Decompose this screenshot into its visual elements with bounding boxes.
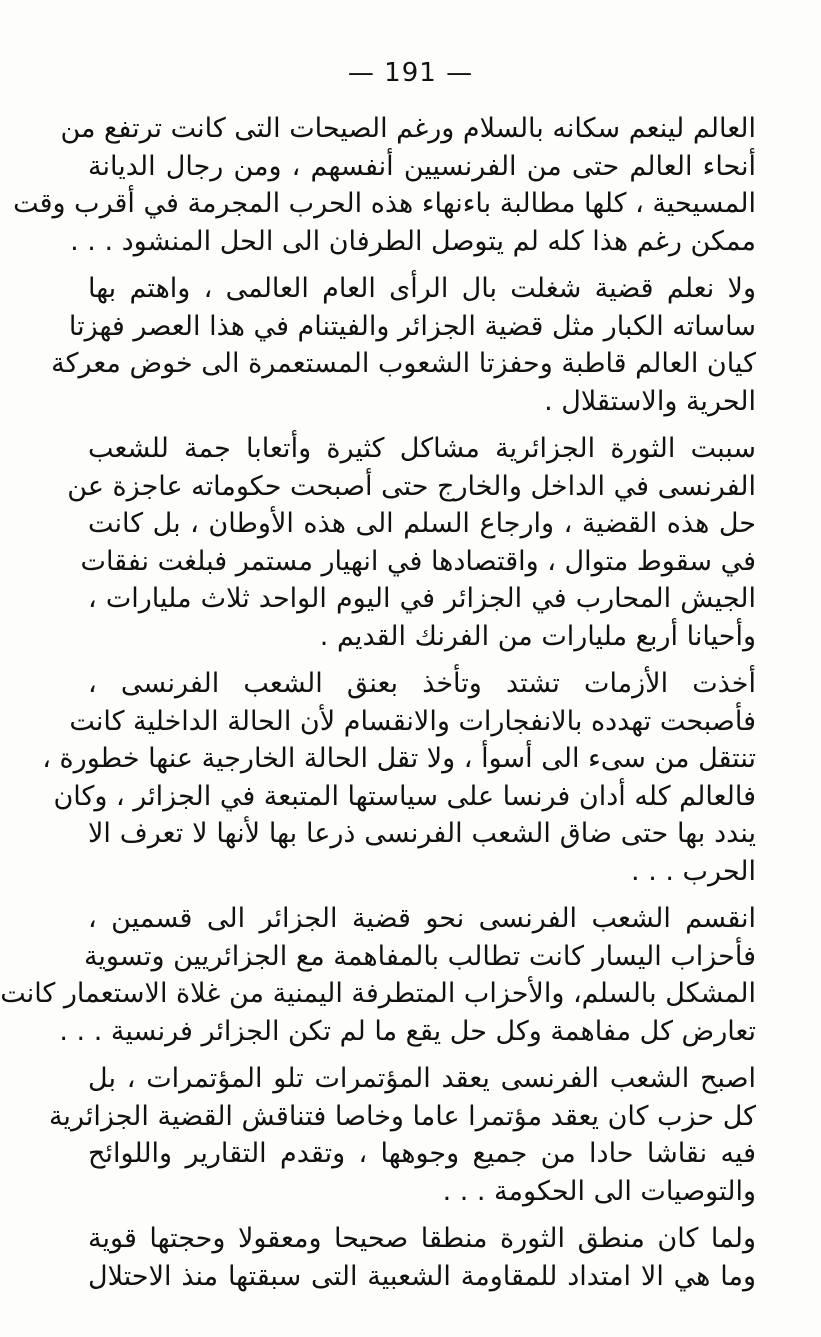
paragraph-3 — [67, 430, 756, 655]
text-line: ساساته الكبار مثل قضية الجزائر والفيتنام في هذا العصر فهزتا — [68, 310, 756, 342]
text-line: في سقوط متوال ، واقتصادها في انهيار مستمر فبلغت نفقات — [80, 545, 756, 577]
paragraph-5 — [0, 900, 756, 1050]
page-number: — 191 — — [347, 58, 474, 88]
text-line: ولما كان منطق الثورة منطقا صحيحا ومعقولا وحجتها قوية — [88, 1223, 756, 1254]
text-line: فالعالم كله أدان فرنسا على سياستها المتبعة في الجزائر ، وكان — [53, 780, 756, 812]
text-line: فيه نقاشا حادا من جميع وجوهها ، وتقدم التقارير واللوائح — [88, 1138, 756, 1169]
text-line: تعارض كل مفاهمة وكل حل يقع ما لم تكن الجزائر فرنسية . . . — [59, 1015, 756, 1047]
text-line: وأحيانا أربع مليارات من الفرنك القديم . — [319, 620, 756, 652]
text-line: أنحاء العالم حتى من الفرنسيين أنفسهم ، ومن رجال الديانة — [88, 150, 756, 182]
text-line: كل حزب كان يعقد مؤتمرا عاما وخاصا فتناقش القضية الجزائرية — [48, 1100, 756, 1132]
paragraph-7 — [88, 1220, 756, 1295]
text-line: انقسم الشعب الفرنسى نحو قضية الجزائر الى قسمين ، — [88, 903, 756, 934]
text-line: فأصبحت تهدده بالانفجارات والانقسام لأن الحالة الداخلية كانت — [69, 705, 756, 737]
text-line: ممكن رغم هذا كله لم يتوصل الطرفان الى الحل المنشود . . . — [70, 225, 756, 257]
text-line: الفرنسى في الداخل والخارج حتى أصبحت حكوماته عاجزة عن — [67, 470, 756, 502]
text-line: كيان العالم قاطبة وحفزتا الشعوب المستعمرة الى خوض معركة — [51, 348, 756, 379]
text-line: المسيحية ، كلها مطالبة باءنهاء هذه الحرب المجرمة في أقرب وقت — [13, 188, 756, 219]
text-line: العالم لينعم سكانه بالسلام ورغم الصيحات التى كانت ترتفع من — [60, 113, 756, 144]
text-line: أخذت الأزمات تشتد وتأخذ بعنق الشعب الفرنسى ، — [88, 668, 756, 699]
body-text — [0, 110, 756, 1305]
text-line: الحرب . . . — [631, 855, 756, 887]
paragraph-1 — [13, 110, 756, 260]
text-line: والتوصيات الى الحكومة . . . — [442, 1175, 756, 1207]
paragraph-4 — [42, 665, 756, 890]
text-line: ولا نعلم قضية شغلت بال الرأى العام العالمى ، واهتم بها — [88, 273, 756, 304]
text-line: حل هذه القضية ، وارجاع السلم الى هذه الأوطان ، بل كانت — [88, 508, 756, 539]
text-line: الحرية والاستقلال . — [544, 385, 756, 417]
paragraph-2 — [51, 270, 756, 420]
paragraph-6 — [48, 1060, 756, 1210]
text-line: يندد بها حتى ضاق الشعب الفرنسى ذرعا بها لأنها لا تعرف الا — [88, 818, 756, 849]
text-line: فأحزاب اليسار كانت تطالب بالمفاهمة مع الجزائريين وتسوية — [83, 940, 756, 972]
text-line: اصبح الشعب الفرنسى يعقد المؤتمرات تلو المؤتمرات ، بل — [88, 1063, 756, 1094]
text-line: وما هي الا امتداد للمقاومة الشعبية التى سبقتها منذ الاحتلال — [88, 1260, 756, 1292]
text-line: تنتقل من سىء الى أسوأ ، ولا تقل الحالة الخارجية عنها خطورة ، — [42, 743, 756, 774]
text-line: سببت الثورة الجزائرية مشاكل كثيرة وأتعابا جمة للشعب — [88, 433, 756, 464]
text-line: الجيش المحارب في الجزائر في اليوم الواحد ثلاث مليارات ، — [88, 583, 756, 614]
text-line: المشكل بالسلم، والأحزاب المتطرفة اليمنية من غلاة الاستعمار كانت — [0, 978, 756, 1009]
